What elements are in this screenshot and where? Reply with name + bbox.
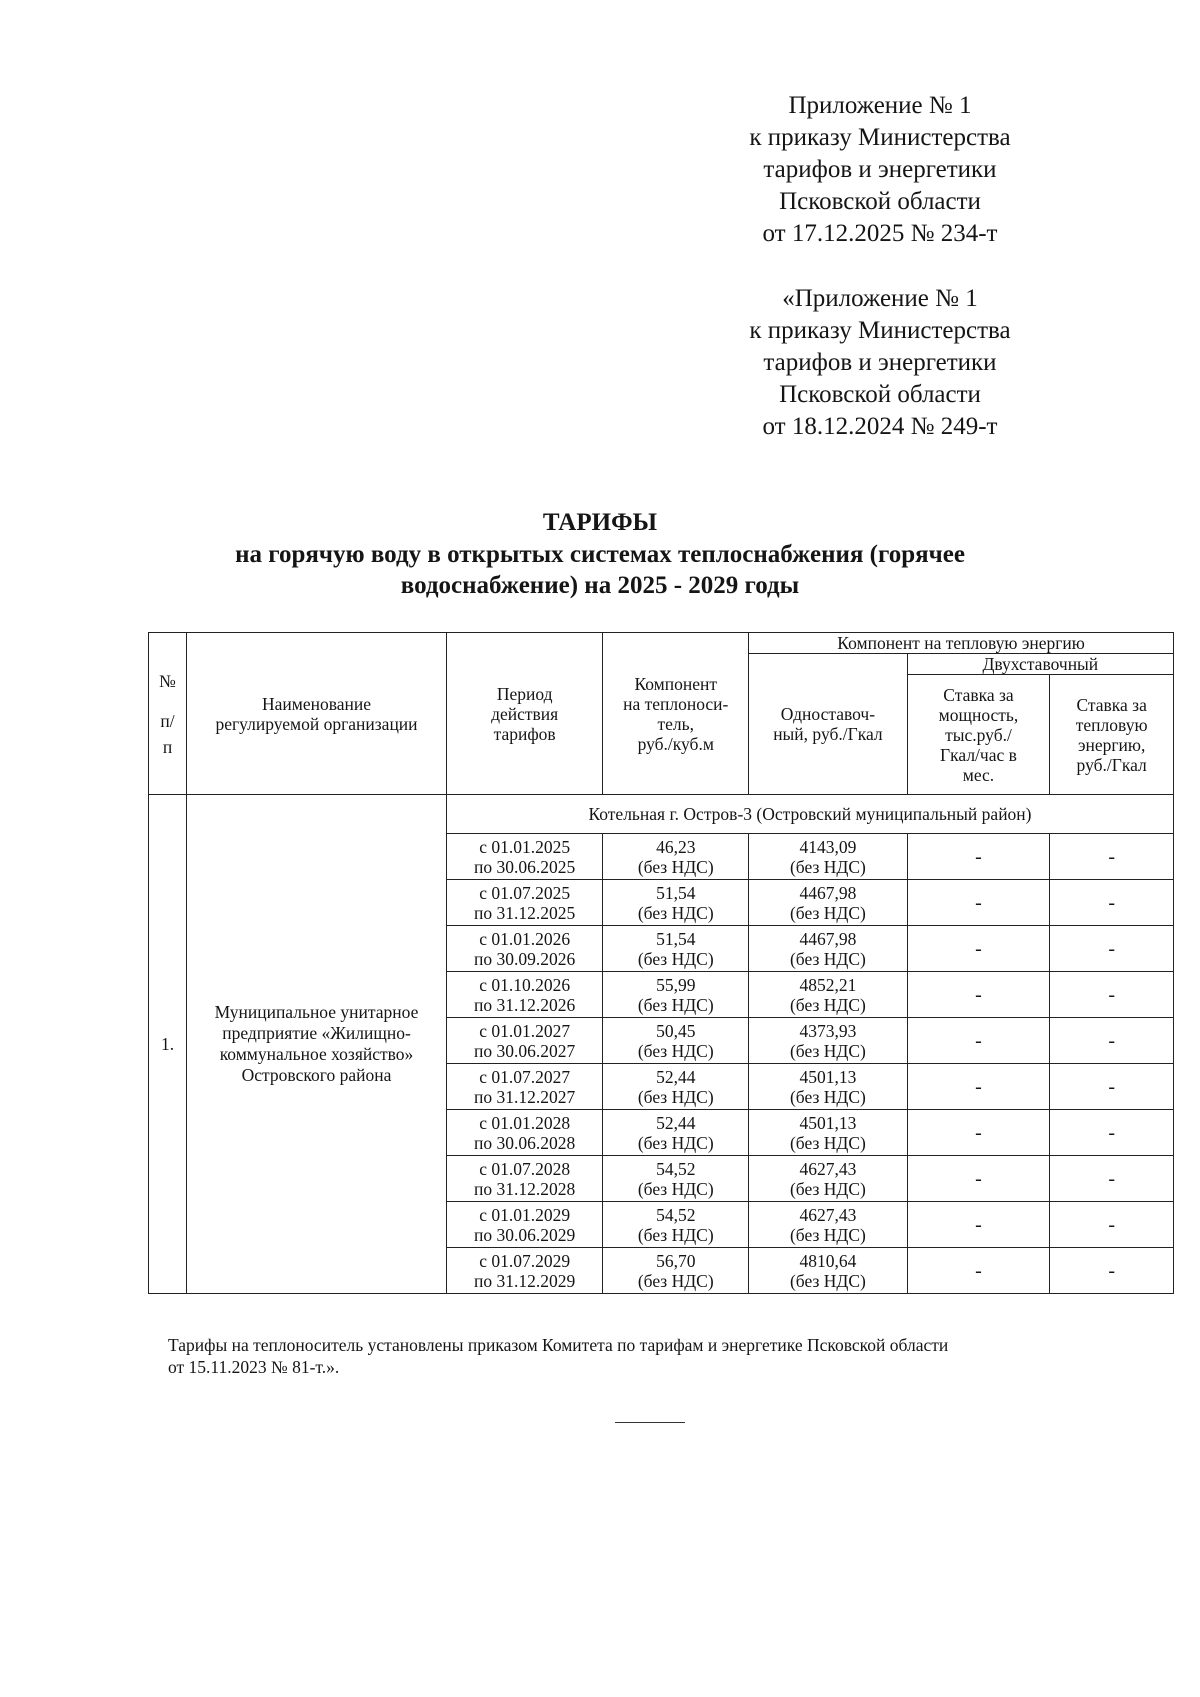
energy-rate-cell	[1050, 1248, 1174, 1294]
appendix-line: Приложение № 1	[788, 92, 972, 119]
header-period: Период действия тарифов	[446, 633, 602, 795]
carrier-cell-carrier: 52,44	[656, 1112, 696, 1133]
header-number: № п/ п	[149, 633, 187, 795]
capacity-rate-cell	[907, 1110, 1050, 1156]
single-rate-cell-single: 4501,13	[799, 1112, 857, 1133]
entry-number: 1.	[149, 795, 187, 1294]
carrier-cell-carrier: 56,70	[656, 1250, 696, 1271]
period-cell-to: по 30.06.2027	[474, 1040, 576, 1061]
period-cell-from: с 01.07.2029	[479, 1250, 571, 1271]
header-organization: Наименование регулируемой организации	[187, 633, 447, 795]
period-cell-from: с 01.01.2025	[479, 836, 571, 857]
energy-rate-cell	[1050, 1202, 1174, 1248]
single-rate-cell-single: 4143,09	[799, 836, 857, 857]
single-rate-cell	[749, 972, 908, 1018]
carrier-cell-carrier-note: (без НДС)	[637, 1132, 714, 1153]
single-rate-cell-single: 4852,21	[799, 974, 857, 995]
capacity-rate-cell	[907, 972, 1050, 1018]
single-rate-cell-single: 4467,98	[799, 882, 857, 903]
single-rate-cell-single-note: (без НДС)	[789, 948, 866, 969]
appendix-line: Псковской области	[779, 381, 981, 408]
appendix-header-original	[700, 283, 1060, 443]
carrier-cell	[603, 880, 749, 926]
carrier-cell-carrier-note: (без НДС)	[637, 1178, 714, 1199]
document-subtitle	[150, 539, 1050, 601]
period-cell-to: по 30.06.2025	[474, 856, 576, 877]
carrier-cell-carrier-note: (без НДС)	[637, 1224, 714, 1245]
appendix-line: Псковской области	[779, 188, 981, 215]
period-cell-to: по 31.12.2029	[474, 1270, 576, 1291]
appendix-order-ref: от 17.12.2025 № 234-т	[762, 220, 998, 247]
energy-rate-cell	[1050, 1064, 1174, 1110]
single-rate-cell	[749, 1018, 908, 1064]
period-cell	[446, 1110, 602, 1156]
period-cell-from: с 01.07.2028	[479, 1158, 571, 1179]
energy-rate-cell	[1050, 880, 1174, 926]
carrier-cell-carrier: 54,52	[656, 1204, 696, 1225]
period-cell-from: с 01.01.2028	[479, 1112, 571, 1133]
carrier-cell-carrier: 50,45	[656, 1020, 696, 1041]
single-rate-cell	[749, 1110, 908, 1156]
header-single-rate: Одноставоч- ный, руб./Гкал	[749, 654, 908, 795]
capacity-rate-cell-capacity: -	[975, 937, 982, 960]
single-rate-cell-single-note: (без НДС)	[789, 1086, 866, 1107]
single-rate-cell-single-note: (без НДС)	[789, 1178, 866, 1199]
period-cell	[446, 1248, 602, 1294]
subtitle-line: на горячую воду в открытых системах теплоснабжения (горячее	[235, 541, 965, 568]
period-cell-to: по 30.09.2026	[474, 948, 576, 969]
carrier-cell	[603, 1018, 749, 1064]
energy-rate-cell-energy: -	[1108, 845, 1115, 868]
energy-rate-cell	[1050, 1110, 1174, 1156]
appendix-line: тарифов и энергетики	[763, 156, 997, 183]
period-cell-from: с 01.01.2027	[479, 1020, 571, 1041]
carrier-cell	[603, 1156, 749, 1202]
period-cell-from: с 01.01.2026	[479, 928, 571, 949]
footnote-line: Тарифы на теплоноситель установлены приказом Комитета по тарифам и энергетике Псковской области	[168, 1335, 949, 1355]
single-rate-cell-single-note: (без НДС)	[789, 1224, 866, 1245]
appendix-line: к приказу Министерства	[749, 317, 1011, 344]
capacity-rate-cell-capacity: -	[975, 1075, 982, 1098]
period-cell	[446, 1156, 602, 1202]
energy-rate-cell-energy: -	[1108, 1213, 1115, 1236]
capacity-rate-cell	[907, 926, 1050, 972]
capacity-rate-cell	[907, 1156, 1050, 1202]
capacity-rate-cell	[907, 1018, 1050, 1064]
end-divider	[615, 1422, 685, 1423]
capacity-rate-cell	[907, 834, 1050, 880]
single-rate-cell	[749, 1064, 908, 1110]
single-rate-cell	[749, 834, 908, 880]
period-cell	[446, 926, 602, 972]
capacity-rate-cell	[907, 1064, 1050, 1110]
single-rate-cell-single-note: (без НДС)	[789, 856, 866, 877]
period-cell-to: по 30.06.2028	[474, 1132, 576, 1153]
organization-name: Муниципальное унитарное предприятие «Жилищно- коммунальное хозяйство» Островского района	[187, 795, 447, 1294]
capacity-rate-cell	[907, 880, 1050, 926]
energy-rate-cell	[1050, 1018, 1174, 1064]
energy-rate-cell	[1050, 926, 1174, 972]
single-rate-cell-single-note: (без НДС)	[789, 994, 866, 1015]
carrier-cell-carrier-note: (без НДС)	[637, 1086, 714, 1107]
period-cell	[446, 972, 602, 1018]
period-cell	[446, 1064, 602, 1110]
single-rate-cell-single-note: (без НДС)	[789, 1040, 866, 1061]
carrier-cell-carrier: 51,54	[656, 882, 696, 903]
energy-rate-cell-energy: -	[1108, 1121, 1115, 1144]
footnote-line: от 15.11.2023 № 81-т.».	[168, 1357, 340, 1377]
single-rate-cell-single-note: (без НДС)	[789, 1270, 866, 1291]
single-rate-cell-single: 4810,64	[799, 1250, 857, 1271]
single-rate-cell-single-note: (без НДС)	[789, 902, 866, 923]
carrier-cell	[603, 926, 749, 972]
appendix-header-current	[700, 90, 1060, 250]
period-cell-from: с 01.01.2029	[479, 1204, 571, 1225]
single-rate-cell-single-note: (без НДС)	[789, 1132, 866, 1153]
appendix-order-ref: от 18.12.2024 № 249-т	[762, 413, 998, 440]
subtitle-line: водоснабжение) на 2025 - 2029 годы	[400, 572, 800, 599]
appendix-line: к приказу Министерства	[749, 124, 1011, 151]
header-heat-component: Компонент на тепловую энергию	[749, 633, 1174, 654]
capacity-rate-cell	[907, 1202, 1050, 1248]
period-cell	[446, 834, 602, 880]
single-rate-cell	[749, 926, 908, 972]
header-energy-rate: Ставка за тепловую энергию, руб./Гкал	[1050, 675, 1174, 795]
carrier-cell	[603, 1248, 749, 1294]
header-carrier-component: Компонент на теплоноси- тель, руб./куб.м	[603, 633, 749, 795]
capacity-rate-cell-capacity: -	[975, 1213, 982, 1236]
energy-rate-cell	[1050, 972, 1174, 1018]
carrier-cell-carrier: 46,23	[656, 836, 696, 857]
energy-rate-cell-energy: -	[1108, 1259, 1115, 1282]
period-cell-from: с 01.10.2026	[479, 974, 571, 995]
capacity-rate-cell-capacity: -	[975, 1029, 982, 1052]
single-rate-cell	[749, 1202, 908, 1248]
energy-rate-cell-energy: -	[1108, 1075, 1115, 1098]
period-cell-to: по 31.12.2026	[474, 994, 576, 1015]
carrier-cell-carrier-note: (без НДС)	[637, 1270, 714, 1291]
capacity-rate-cell-capacity: -	[975, 1259, 982, 1282]
carrier-cell	[603, 834, 749, 880]
energy-rate-cell-energy: -	[1108, 937, 1115, 960]
period-cell-from: с 01.07.2027	[479, 1066, 571, 1087]
document-title: ТАРИФЫ	[542, 509, 658, 536]
carrier-cell	[603, 972, 749, 1018]
carrier-cell-carrier-note: (без НДС)	[637, 902, 714, 923]
carrier-cell-carrier: 55,99	[656, 974, 696, 995]
period-cell-from: с 01.07.2025	[479, 882, 571, 903]
single-rate-cell-single: 4467,98	[799, 928, 857, 949]
energy-rate-cell-energy: -	[1108, 1167, 1115, 1190]
tariff-table	[148, 632, 1174, 1294]
carrier-cell	[603, 1064, 749, 1110]
carrier-cell-carrier: 54,52	[656, 1158, 696, 1179]
single-rate-cell-single: 4501,13	[799, 1066, 857, 1087]
energy-rate-cell-energy: -	[1108, 891, 1115, 914]
carrier-cell-carrier-note: (без НДС)	[637, 856, 714, 877]
period-cell	[446, 1018, 602, 1064]
energy-rate-cell-energy: -	[1108, 983, 1115, 1006]
period-cell	[446, 1202, 602, 1248]
capacity-rate-cell	[907, 1248, 1050, 1294]
header-two-part: Двухставочный	[907, 654, 1173, 675]
carrier-cell-carrier-note: (без НДС)	[637, 948, 714, 969]
appendix-line: тарифов и энергетики	[763, 349, 997, 376]
single-rate-cell	[749, 880, 908, 926]
capacity-rate-cell-capacity: -	[975, 891, 982, 914]
boiler-house-label: Котельная г. Остров-3 (Островский муниципальный район)	[446, 795, 1173, 834]
footnote	[168, 1334, 1146, 1378]
period-cell	[446, 880, 602, 926]
single-rate-cell-single: 4627,43	[799, 1158, 857, 1179]
carrier-cell	[603, 1110, 749, 1156]
single-rate-cell	[749, 1248, 908, 1294]
period-cell-to: по 31.12.2028	[474, 1178, 576, 1199]
capacity-rate-cell-capacity: -	[975, 983, 982, 1006]
capacity-rate-cell-capacity: -	[975, 1167, 982, 1190]
header-capacity-rate: Ставка за мощность, тыс.руб./ Гкал/час в мес.	[907, 675, 1050, 795]
energy-rate-cell	[1050, 1156, 1174, 1202]
single-rate-cell	[749, 1156, 908, 1202]
period-cell-to: по 31.12.2027	[474, 1086, 576, 1107]
single-rate-cell-single: 4373,93	[799, 1020, 857, 1041]
carrier-cell-carrier-note: (без НДС)	[637, 1040, 714, 1061]
appendix-line: «Приложение № 1	[782, 285, 978, 312]
carrier-cell-carrier: 52,44	[656, 1066, 696, 1087]
carrier-cell-carrier: 51,54	[656, 928, 696, 949]
energy-rate-cell-energy: -	[1108, 1029, 1115, 1052]
period-cell-to: по 30.06.2029	[474, 1224, 576, 1245]
carrier-cell	[603, 1202, 749, 1248]
single-rate-cell-single: 4627,43	[799, 1204, 857, 1225]
capacity-rate-cell-capacity: -	[975, 1121, 982, 1144]
period-cell-to: по 31.12.2025	[474, 902, 576, 923]
carrier-cell-carrier-note: (без НДС)	[637, 994, 714, 1015]
energy-rate-cell	[1050, 834, 1174, 880]
capacity-rate-cell-capacity: -	[975, 845, 982, 868]
